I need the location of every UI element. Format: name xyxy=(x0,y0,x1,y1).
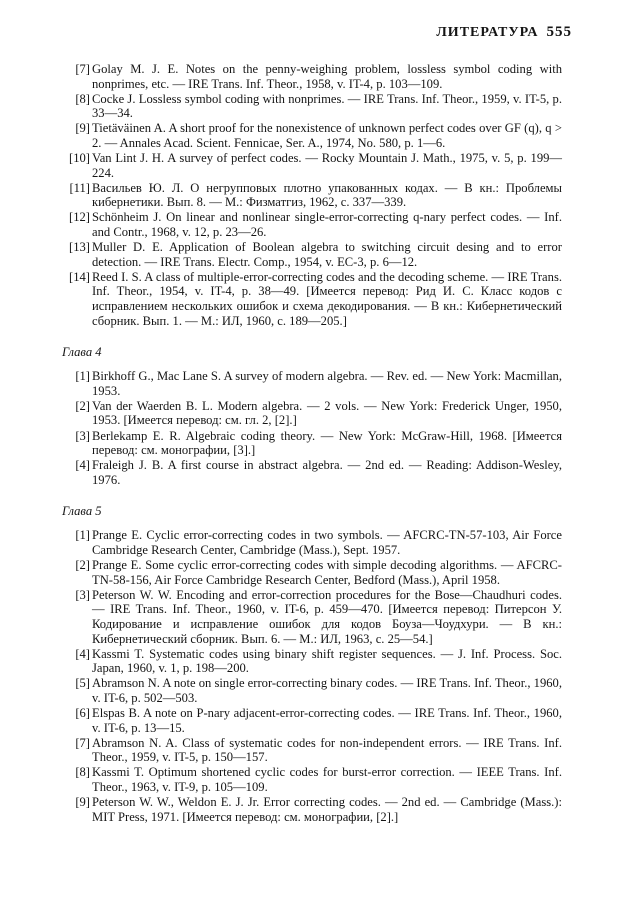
reference-number: [1] xyxy=(75,528,90,543)
reference-text: Kassmi T. Optimum shortened cyclic codes for burst-error correction. — IEEE Trans. Inf. Theor., 1963, v. IT-9, p. 105—109. xyxy=(92,765,562,795)
reference-number: [9] xyxy=(75,795,90,810)
reference-text: Peterson W. W., Weldon E. J. Jr. Error correcting codes. — 2nd ed. — Cambridge (Mass.): MIT Press, 1971. [Имеется перевод: см. монографии, [2].] xyxy=(92,795,562,824)
reference-item xyxy=(62,706,562,735)
reference-item xyxy=(62,795,562,824)
reference-number: [9] xyxy=(75,121,90,136)
reference-item xyxy=(62,765,562,794)
reference-item xyxy=(62,121,562,150)
chapter-heading: Глава 4 xyxy=(62,345,102,360)
reference-text: Abramson N. A note on single error-correcting binary codes. — IRE Trans. Inf. Theor., 1960, v. IT-6, p. 502—503. xyxy=(92,676,562,705)
running-head-title: ЛИТЕРАТУРА xyxy=(436,25,539,40)
reference-text: Golay M. J. E. Notes on the penny-weighing problem, lossless symbol coding with nonprimes, etc. — IRE Trans. Inf. Theor., 1958, v. IT-4, p. 103—109. xyxy=(92,62,562,91)
reference-text: Van Lint J. H. A survey of perfect codes. — Rocky Mountain J. Math., 1975, v. 5, p. 199—224. xyxy=(92,151,562,180)
reference-text: Peterson W. W. Encoding and error-correction procedures for the Bose—Chaudhuri codes. — IRE Trans. Inf. Theor., 1960, v. IT-6, p. 459—470. [Имеется перевод: Питерсон У. Кодирование и исправление ошибок для кодов Боуза—Чоудхури. — В кн.: Кибернетический сборник. Вып. 6. — М.: ИЛ, 1963, с. 25—54.] xyxy=(92,587,562,646)
reference-text: Elspas B. A note on P-nary adjacent-error-correcting codes. — IRE Trans. Inf. Theor., 1960, v. IT-6, p. 13—15. xyxy=(92,706,562,735)
reference-list xyxy=(62,62,562,825)
reference-text: Cocke J. Lossless symbol coding with nonprimes. — IRE Trans. Inf. Theor., 1959, v. IT-5, p. 33—34. xyxy=(92,91,562,121)
reference-number: [4] xyxy=(75,646,90,661)
reference-number: [11] xyxy=(69,180,90,195)
reference-number: [3] xyxy=(75,587,90,602)
reference-number: [6] xyxy=(75,706,90,721)
reference-number: [7] xyxy=(75,62,90,76)
reference-text: Fraleigh J. B. A first course in abstract algebra. — 2nd ed. — Reading: Addison-Wesley, 1976. xyxy=(92,458,562,487)
reference-item xyxy=(62,210,562,239)
reference-text: Prange E. Some cyclic error-correcting codes with simple decoding algorithms. — AFCRC-TN-58-156, Air Force Cambridge Research Center, Bedford (Mass.), April 1958. xyxy=(92,558,562,587)
reference-number: [8] xyxy=(75,91,90,106)
reference-number: [7] xyxy=(75,735,90,750)
reference-item xyxy=(62,647,562,676)
reference-item xyxy=(62,270,562,328)
reference-item xyxy=(62,429,562,458)
reference-item xyxy=(62,558,562,587)
reference-number: [3] xyxy=(75,428,90,443)
reference-number: [10] xyxy=(69,151,90,166)
reference-item xyxy=(62,92,562,121)
reference-item xyxy=(62,240,562,269)
reference-text: Prange E. Cyclic error-correcting codes in two symbols. — AFCRC-TN-57-103, Air Force Cambridge Research Center, Cambridge (Mass.), Sept. 1957. xyxy=(92,528,562,558)
reference-item xyxy=(62,676,562,705)
reference-item xyxy=(62,151,562,180)
reference-number: [13] xyxy=(69,240,90,255)
reference-item xyxy=(62,399,562,428)
reference-item xyxy=(62,62,562,91)
reference-text: Muller D. E. Application of Boolean algebra to switching circuit desing and to error detection. — IRE Trans. Electr. Comp., 1954, v. EC-3, p. 6—12. xyxy=(92,240,562,269)
running-head xyxy=(436,24,572,41)
reference-number: [8] xyxy=(75,765,90,780)
reference-text: Abramson N. A. Class of systematic codes for non-independent errors. — IRE Trans. Inf. Theor., 1959, v. IT-5, p. 150—157. xyxy=(92,735,562,765)
reference-text: Schönheim J. On linear and nonlinear single-error-correcting q-nary perfect codes. — Inf. and Contr., 1968, v. 12, p. 23—26. xyxy=(92,210,562,240)
reference-text: Васильев Ю. Л. О негрупповых плотно упакованных кодах. — В кн.: Проблемы кибернетики. Вып. 8. — М.: Физматгиз, 1962, с. 337—339. xyxy=(92,180,562,210)
reference-text: Tietäväinen A. A short proof for the nonexistence of unknown perfect codes over GF (q), q > 2. — Annales Acad. Scient. Fennicae, Ser. A., 1974, No. 580, p. 1—6. xyxy=(92,121,562,150)
reference-text: Reed I. S. A class of multiple-error-correcting codes and the decoding scheme. — IRE Trans. Inf. Theor., 1954, v. IT-4, p. 38—49. [Имеется перевод: Рид И. С. Класс кодов с исправлением нескольких ошибок и схема декодирования. — В кн.: Кибернетический сборник. Вып. 1. — М.: ИЛ, 1960, с. 189—205.] xyxy=(92,269,562,328)
reference-item xyxy=(62,369,562,398)
reference-number: [4] xyxy=(75,458,90,473)
reference-text: Van der Waerden B. L. Modern algebra. — 2 vols. — New York: Frederick Unger, 1950, 1953. [Имеется перевод: см. гл. 2, [2].] xyxy=(92,398,562,428)
reference-number: [2] xyxy=(75,558,90,573)
reference-number: [1] xyxy=(75,369,90,384)
reference-text: Kassmi T. Systematic codes using binary shift register sequences. — J. Inf. Process. Soc. Japan, 1960, v. 1, p. 198—200. xyxy=(92,646,562,676)
reference-item xyxy=(62,181,562,210)
page-number: 555 xyxy=(546,24,572,40)
reference-number: [14] xyxy=(69,269,90,284)
reference-number: [2] xyxy=(75,398,90,413)
reference-item xyxy=(62,458,562,487)
reference-item xyxy=(62,588,562,646)
reference-item xyxy=(62,736,562,765)
reference-number: [12] xyxy=(69,210,90,225)
reference-text: Birkhoff G., Mac Lane S. A survey of modern algebra. — Rev. ed. — New York: Macmillan, 1953. xyxy=(92,369,562,398)
chapter-heading: Глава 5 xyxy=(62,504,102,519)
reference-item xyxy=(62,528,562,557)
reference-text: Berlekamp E. R. Algebraic coding theory. — New York: McGraw-Hill, 1968. [Имеется перевод: см. монографии, [3].] xyxy=(92,428,562,458)
reference-number: [5] xyxy=(75,676,90,691)
